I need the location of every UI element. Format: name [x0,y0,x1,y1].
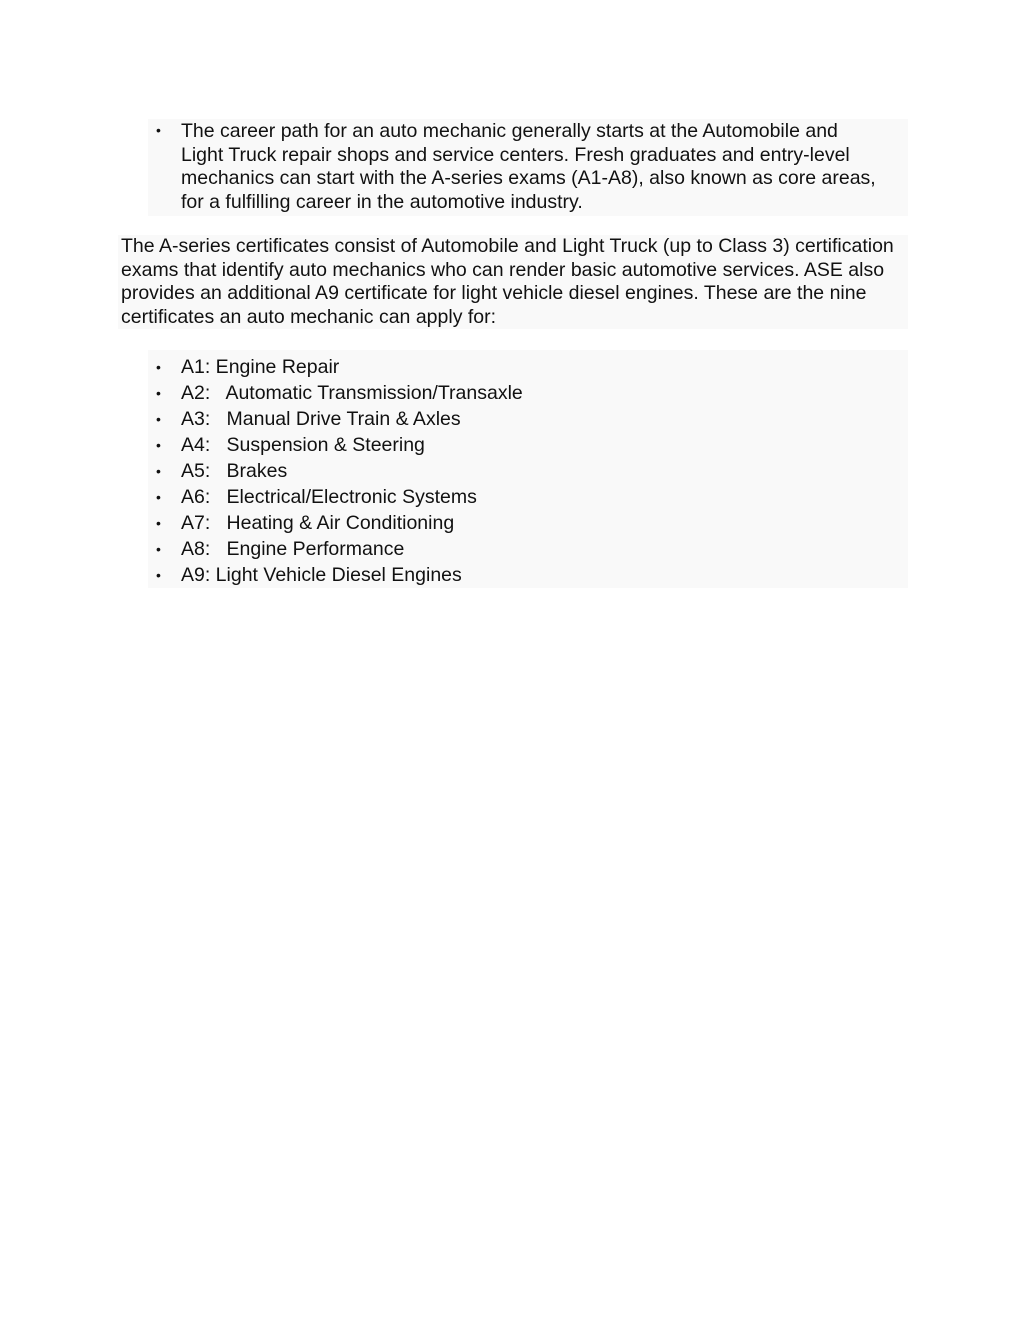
list-item [148,380,908,406]
bullet-icon: • [156,567,161,583]
certificate-label: A2: Automatic Transmission/Transaxle [181,382,523,404]
certificates-paragraph: The A-series certificates consist of Automobile and Light Truck (up to Class 3) certification exams that identify auto mechanics who can render basic automotive services. ASE also provides an additional A9 certificate for light vehicle diesel engines. These are the nine certificates an auto mechanic can apply for: [121,235,894,328]
bullet-icon: • [156,385,161,401]
certificate-label: A1: Engine Repair [181,356,340,378]
list-item [148,354,908,380]
bullet-icon: • [156,437,161,453]
intro-text: The career path for an auto mechanic generally starts at the Automobile and Light Truck repair shops and service centers. Fresh graduates and entry-level mechanics can start with the A-series exams (A1-A8), also known as core areas, for a fulfilling career in the automotive industry. [181,120,876,213]
bullet-icon: • [156,411,161,427]
intro-bullet-block [148,119,908,216]
certificate-label: A9: Light Vehicle Diesel Engines [181,564,462,586]
bullet-icon: • [156,359,161,375]
certificates-list [148,350,908,588]
list-item [148,458,908,484]
certificates-list-block [148,350,908,588]
list-item [148,536,908,562]
bullet-icon: • [156,463,161,479]
bullet-icon: • [156,515,161,531]
certificates-paragraph-block [118,235,908,329]
bullet-icon: • [156,489,161,505]
list-item [148,484,908,510]
certificate-label: A5: Brakes [181,460,288,482]
certificate-label: A8: Engine Performance [181,538,405,560]
list-item [148,406,908,432]
list-item [148,510,908,536]
list-item [148,432,908,458]
intro-bullet-item [148,119,908,214]
certificate-label: A6: Electrical/Electronic Systems [181,486,477,508]
bullet-icon: • [156,541,161,557]
list-item [148,562,908,588]
certificate-label: A4: Suspension & Steering [181,434,425,456]
certificate-label: A7: Heating & Air Conditioning [181,512,455,534]
bullet-icon: • [156,122,161,138]
certificate-label: A3: Manual Drive Train & Axles [181,408,461,430]
